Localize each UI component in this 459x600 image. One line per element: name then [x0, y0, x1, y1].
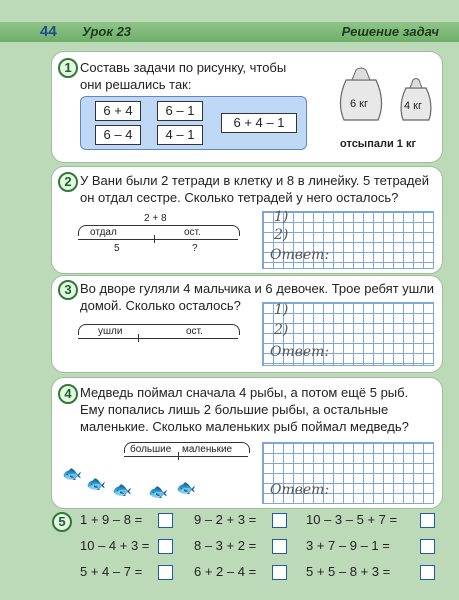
equation: 3 + 7 – 9 – 1 =	[306, 538, 390, 553]
segment-label-left: большие	[130, 444, 172, 455]
expression: 4 – 1	[157, 125, 203, 145]
bag-4kg-icon	[398, 74, 434, 124]
task-2-number: 2	[58, 172, 78, 192]
task-2-text-line1: У Вани были 2 тетради в клетку и 8 в линейку. 5 тетрадей	[80, 173, 429, 188]
segment-label-right: ост.	[186, 326, 203, 337]
segment-line	[124, 456, 248, 457]
fish-icon: 🐟	[176, 480, 196, 497]
task-1-text-line2: они решались так:	[80, 77, 192, 92]
segment-value-right: ?	[192, 243, 198, 254]
task-4-number: 4	[58, 384, 78, 404]
segment-divider	[178, 452, 179, 460]
task-2-card	[52, 167, 442, 273]
equation: 10 – 4 + 3 =	[80, 538, 150, 553]
answer-box[interactable]	[420, 513, 435, 528]
handwritten-answer: Ответ:	[270, 247, 330, 263]
segment-divider	[138, 334, 139, 342]
handwritten-step-2: 2)	[274, 322, 289, 338]
segment-line	[78, 338, 238, 339]
task-1-number: 1	[58, 58, 78, 78]
page-number: 44	[40, 23, 57, 40]
segment-divider	[154, 235, 155, 243]
segment-label-right: маленькие	[182, 444, 233, 455]
expression: 6 + 4 – 1	[221, 113, 297, 133]
segment-line	[78, 239, 238, 240]
segment-value-left: 5	[114, 243, 120, 254]
handwritten-step-1: 1)	[274, 209, 289, 225]
page-header	[0, 0, 459, 44]
bag-6kg-icon	[336, 62, 386, 124]
task-5-number: 5	[52, 512, 72, 532]
equation: 1 + 9 – 8 =	[80, 512, 143, 527]
topic-title: Решение задач	[341, 24, 439, 39]
task-3-text-line1: Во дворе гуляли 4 мальчика и 6 девочек. Трое ребят ушли	[80, 281, 435, 296]
expression: 6 + 4	[95, 101, 141, 121]
segment-label-right: ост.	[184, 227, 201, 238]
handwritten-answer: Ответ:	[270, 344, 330, 360]
diagram-total-label: 2 + 8	[144, 213, 167, 224]
task-3-text-line2: домой. Сколько осталось?	[80, 298, 241, 313]
equation: 8 – 3 + 2 =	[194, 538, 257, 553]
task-1-card	[52, 52, 442, 162]
lesson-title: Урок 23	[82, 24, 132, 39]
handwritten-answer: Ответ:	[270, 482, 330, 498]
answer-box[interactable]	[420, 539, 435, 554]
expression: 6 – 4	[95, 125, 141, 145]
handwritten-step-2: 2)	[274, 227, 289, 243]
fish-icon: 🐟	[86, 476, 106, 493]
task-4-text-line2: Ему попались лишь 2 большие рыбы, а остальные	[80, 402, 389, 417]
segment-label-left: ушли	[98, 326, 123, 337]
handwritten-step-1: 1)	[274, 302, 289, 318]
task-3-card	[52, 276, 442, 372]
equation: 10 – 3 – 5 + 7 =	[306, 512, 398, 527]
bag-6kg-label: 6 кг	[350, 98, 368, 110]
answer-box[interactable]	[272, 539, 287, 554]
equation: 5 + 4 – 7 =	[80, 564, 143, 579]
answer-box[interactable]	[158, 513, 173, 528]
task-4-text-line3: маленькие. Сколько маленьких рыб поймал медведь?	[80, 419, 409, 434]
answer-box[interactable]	[158, 565, 173, 580]
task-1-text-line1: Составь задачи по рисунку, чтобы	[80, 60, 287, 75]
answer-box[interactable]	[272, 513, 287, 528]
task-4-text-line1: Медведь поймал сначала 4 рыбы, а потом ещё 5 рыб.	[80, 385, 409, 400]
equation: 6 + 2 – 4 =	[194, 564, 257, 579]
task-3-number: 3	[58, 280, 78, 300]
expression: 6 – 1	[157, 101, 203, 121]
answer-box[interactable]	[420, 565, 435, 580]
fish-icon: 🐟	[112, 482, 132, 499]
task-2-text-line2: он отдал сестре. Сколько тетрадей у него осталось?	[80, 190, 399, 205]
bag-4kg-label: 4 кг	[404, 100, 422, 112]
segment-label-left: отдал	[90, 227, 117, 238]
task-5-section	[52, 512, 442, 596]
answer-box[interactable]	[272, 565, 287, 580]
equation: 9 – 2 + 3 =	[194, 512, 257, 527]
fish-icon: 🐟	[62, 466, 82, 483]
bag-caption: отсыпали 1 кг	[340, 138, 417, 150]
equation: 5 + 5 – 8 + 3 =	[306, 564, 391, 579]
task-4-card	[52, 378, 442, 508]
expressions-panel	[80, 96, 307, 150]
answer-box[interactable]	[158, 539, 173, 554]
fish-icon: 🐟	[148, 484, 168, 501]
